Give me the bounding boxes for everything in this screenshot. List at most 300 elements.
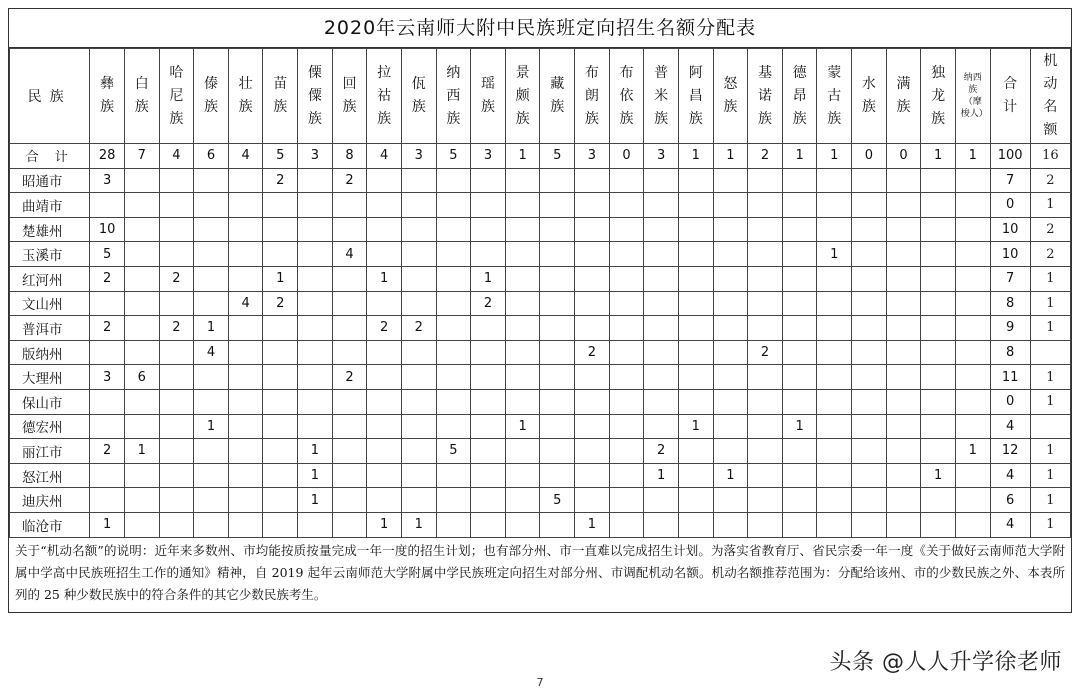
table-cell (817, 340, 852, 365)
table-cell: 1 (194, 414, 229, 439)
table-cell (678, 316, 713, 341)
table-cell (713, 266, 748, 291)
table-cell (575, 316, 610, 341)
table-cell (886, 316, 921, 341)
table-cell (921, 217, 956, 242)
table-cell: 1 (1030, 512, 1070, 537)
table-cell (609, 439, 644, 464)
table-cell (609, 463, 644, 488)
table-cell: 4 (367, 144, 402, 169)
table-cell: 2 (332, 168, 367, 193)
table-cell: 2 (1030, 242, 1070, 267)
region-cell: 迪庆州 (10, 488, 90, 513)
table-cell: 1 (817, 144, 852, 169)
table-cell (505, 488, 540, 513)
table-cell (886, 291, 921, 316)
table-cell (194, 217, 229, 242)
table-cell (540, 512, 575, 537)
region-cell: 怒江州 (10, 463, 90, 488)
column-header (194, 49, 229, 144)
table-cell (471, 193, 506, 218)
region-cell: 曲靖市 (10, 193, 90, 218)
table-cell (436, 389, 471, 414)
table-cell (575, 266, 610, 291)
table-cell (194, 488, 229, 513)
table-cell (713, 439, 748, 464)
table-cell: 1 (401, 512, 436, 537)
column-header (852, 49, 887, 144)
column-header-label: 蒙古族 (827, 64, 842, 127)
table-cell: 2 (263, 168, 298, 193)
table-cell (713, 414, 748, 439)
column-header (644, 49, 679, 144)
table-cell (124, 266, 159, 291)
table-cell: 2 (90, 316, 125, 341)
table-cell (575, 365, 610, 390)
table-cell (228, 488, 263, 513)
table-cell (263, 414, 298, 439)
table-cell (955, 266, 990, 291)
table-cell: 2 (263, 291, 298, 316)
table-cell: 6 (124, 365, 159, 390)
table-cell (540, 291, 575, 316)
column-header-label: 基诺族 (757, 64, 772, 127)
table-cell (90, 291, 125, 316)
table-cell (471, 463, 506, 488)
table-cell (852, 217, 887, 242)
column-header (1030, 49, 1070, 144)
table-cell (852, 439, 887, 464)
table-cell (748, 488, 783, 513)
table-cell (228, 414, 263, 439)
table-cell (471, 168, 506, 193)
table-row (10, 488, 1071, 513)
table-cell: 1 (298, 463, 333, 488)
table-row (10, 242, 1071, 267)
table-cell: 1 (817, 242, 852, 267)
table-cell (194, 291, 229, 316)
table-cell (471, 488, 506, 513)
table-row (10, 168, 1071, 193)
table-cell: 28 (90, 144, 125, 169)
table-cell (228, 168, 263, 193)
table-cell: 12 (990, 439, 1030, 464)
table-cell: 0 (886, 144, 921, 169)
table-cell: 2 (159, 316, 194, 341)
table-cell: 10 (90, 217, 125, 242)
table-cell (159, 463, 194, 488)
table-cell (401, 488, 436, 513)
table-cell (921, 414, 956, 439)
table-cell (263, 512, 298, 537)
table-cell (159, 193, 194, 218)
column-header (678, 49, 713, 144)
table-cell (124, 389, 159, 414)
table-cell (194, 242, 229, 267)
table-cell (401, 463, 436, 488)
table-cell: 2 (1030, 217, 1070, 242)
table-header-row (10, 49, 1071, 144)
table-cell: 2 (575, 340, 610, 365)
table-cell: 1 (298, 439, 333, 464)
table-cell (298, 242, 333, 267)
table-cell: 5 (90, 242, 125, 267)
table-cell: 1 (955, 439, 990, 464)
table-cell (886, 340, 921, 365)
table-cell (713, 488, 748, 513)
table-cell: 1 (1030, 266, 1070, 291)
table-cell (540, 389, 575, 414)
table-cell (955, 193, 990, 218)
table-row (10, 316, 1071, 341)
table-cell (367, 488, 402, 513)
table-row (10, 389, 1071, 414)
table-cell (609, 168, 644, 193)
table-cell: 3 (471, 144, 506, 169)
table-cell (852, 512, 887, 537)
table-cell (401, 168, 436, 193)
table-cell (298, 193, 333, 218)
table-cell (886, 389, 921, 414)
table-cell (921, 242, 956, 267)
table-cell: 4 (228, 144, 263, 169)
table-cell (228, 389, 263, 414)
table-cell (921, 512, 956, 537)
table-cell (817, 168, 852, 193)
table-cell (748, 414, 783, 439)
table-cell: 1 (1030, 463, 1070, 488)
table-cell (471, 439, 506, 464)
table-cell (471, 242, 506, 267)
table-cell (540, 316, 575, 341)
table-cell (955, 217, 990, 242)
table-cell (194, 193, 229, 218)
column-header-label: 合计 (1003, 76, 1018, 115)
table-cell: 8 (990, 291, 1030, 316)
table-cell: 1 (713, 463, 748, 488)
allocation-table-frame (8, 8, 1072, 613)
table-cell (367, 340, 402, 365)
table-cell: 1 (955, 144, 990, 169)
table-cell (540, 168, 575, 193)
table-cell (263, 389, 298, 414)
allocation-table (9, 48, 1071, 538)
column-header-label: 独龙族 (931, 64, 946, 127)
table-cell (505, 242, 540, 267)
table-cell (852, 168, 887, 193)
table-cell (852, 291, 887, 316)
table-cell (332, 389, 367, 414)
table-cell: 1 (575, 512, 610, 537)
table-cell (436, 193, 471, 218)
table-cell (886, 193, 921, 218)
table-cell (505, 389, 540, 414)
table-cell: 2 (471, 291, 506, 316)
table-cell: 2 (748, 340, 783, 365)
table-cell (436, 168, 471, 193)
region-cell: 楚雄州 (10, 217, 90, 242)
table-cell (367, 365, 402, 390)
table-cell (298, 168, 333, 193)
column-header (471, 49, 506, 144)
page-title: 2020年云南师大附中民族班定向招生名额分配表 (9, 9, 1071, 48)
table-row (10, 291, 1071, 316)
table-cell: 4 (228, 291, 263, 316)
table-cell (124, 316, 159, 341)
table-cell (263, 217, 298, 242)
table-cell (852, 316, 887, 341)
table-cell (678, 365, 713, 390)
table-cell (955, 316, 990, 341)
table-cell (575, 463, 610, 488)
table-cell: 5 (436, 439, 471, 464)
table-cell (505, 193, 540, 218)
table-cell (540, 266, 575, 291)
table-cell (955, 242, 990, 267)
table-cell (401, 414, 436, 439)
table-cell (575, 488, 610, 513)
table-cell (159, 488, 194, 513)
table-cell (955, 414, 990, 439)
table-cell (436, 316, 471, 341)
table-cell (921, 193, 956, 218)
table-cell (644, 365, 679, 390)
table-cell (298, 340, 333, 365)
table-cell (852, 266, 887, 291)
table-cell (505, 266, 540, 291)
column-header-label: 瑶族 (480, 76, 495, 115)
column-header-label: 布朗族 (584, 64, 599, 127)
table-cell (955, 512, 990, 537)
table-cell (124, 193, 159, 218)
column-header (263, 49, 298, 144)
region-cell: 红河州 (10, 266, 90, 291)
table-row (10, 266, 1071, 291)
table-cell (436, 340, 471, 365)
table-cell (228, 463, 263, 488)
table-cell: 1 (921, 144, 956, 169)
table-cell (332, 439, 367, 464)
table-cell (609, 340, 644, 365)
table-cell (678, 389, 713, 414)
table-cell: 2 (1030, 168, 1070, 193)
watermark: 头条 @人人升学徐老师 (829, 650, 1062, 675)
table-cell (713, 217, 748, 242)
column-header (367, 49, 402, 144)
table-row (10, 463, 1071, 488)
table-cell (505, 365, 540, 390)
table-cell: 1 (1030, 439, 1070, 464)
column-header-label: 怒族 (723, 76, 738, 115)
column-header (401, 49, 436, 144)
table-cell (194, 512, 229, 537)
table-cell (748, 439, 783, 464)
column-header (782, 49, 817, 144)
table-cell (921, 340, 956, 365)
table-cell (921, 389, 956, 414)
table-body (10, 144, 1071, 538)
table-cell: 5 (540, 144, 575, 169)
table-cell: 3 (90, 365, 125, 390)
table-cell (644, 488, 679, 513)
table-cell (471, 217, 506, 242)
column-header-label: 傈僳族 (307, 64, 322, 127)
table-cell (644, 242, 679, 267)
table-cell (194, 168, 229, 193)
column-header-label: 壮族 (238, 76, 253, 115)
table-cell (886, 242, 921, 267)
table-cell (471, 340, 506, 365)
table-cell (886, 266, 921, 291)
table-cell (367, 463, 402, 488)
column-header (540, 49, 575, 144)
table-cell: 2 (644, 439, 679, 464)
table-cell (886, 463, 921, 488)
table-cell: 4 (990, 512, 1030, 537)
table-cell: 1 (678, 144, 713, 169)
region-cell: 丽江市 (10, 439, 90, 464)
table-cell (124, 463, 159, 488)
table-cell (332, 463, 367, 488)
table-cell (228, 512, 263, 537)
table-cell (575, 291, 610, 316)
table-cell (159, 242, 194, 267)
table-cell: 0 (990, 193, 1030, 218)
column-header (609, 49, 644, 144)
table-cell (644, 217, 679, 242)
table-cell (782, 217, 817, 242)
table-cell (748, 217, 783, 242)
column-header-label: 水族 (861, 76, 876, 115)
region-cell: 临沧市 (10, 512, 90, 537)
table-cell (852, 488, 887, 513)
table-cell: 4 (990, 414, 1030, 439)
table-cell (401, 365, 436, 390)
table-cell (713, 340, 748, 365)
corner-label: 民族 (27, 89, 72, 105)
column-header-label: 白族 (134, 76, 149, 115)
table-cell (228, 217, 263, 242)
table-cell (540, 340, 575, 365)
column-header (90, 49, 125, 144)
table-cell: 1 (471, 266, 506, 291)
table-cell (817, 389, 852, 414)
table-cell (159, 291, 194, 316)
page-number: 7 (536, 676, 544, 689)
table-cell: 1 (1030, 389, 1070, 414)
table-cell (298, 389, 333, 414)
table-cell (194, 439, 229, 464)
table-cell (782, 168, 817, 193)
table-cell (886, 217, 921, 242)
table-cell (886, 512, 921, 537)
table-cell (921, 488, 956, 513)
table-cell (194, 463, 229, 488)
table-cell (748, 512, 783, 537)
table-cell (852, 389, 887, 414)
total-row (10, 144, 1071, 169)
table-cell (367, 217, 402, 242)
table-cell (332, 414, 367, 439)
column-header-label: 纳西族 (446, 64, 461, 127)
table-cell: 2 (748, 144, 783, 169)
table-cell (609, 389, 644, 414)
table-cell (159, 512, 194, 537)
table-cell (367, 291, 402, 316)
table-cell (124, 512, 159, 537)
column-header-label: 傣族 (203, 76, 218, 115)
table-cell (713, 365, 748, 390)
table-cell (782, 512, 817, 537)
table-cell (124, 242, 159, 267)
table-cell (332, 340, 367, 365)
table-cell: 2 (159, 266, 194, 291)
table-cell (955, 291, 990, 316)
table-cell (782, 439, 817, 464)
table-cell (748, 168, 783, 193)
table-cell (124, 217, 159, 242)
region-cell: 合 计 (10, 144, 90, 169)
column-header (748, 49, 783, 144)
table-cell (436, 291, 471, 316)
table-cell (263, 193, 298, 218)
table-cell (401, 217, 436, 242)
table-cell (644, 414, 679, 439)
table-cell (609, 365, 644, 390)
table-cell (852, 365, 887, 390)
table-cell: 2 (90, 439, 125, 464)
table-cell (678, 217, 713, 242)
table-cell (436, 488, 471, 513)
table-cell (194, 365, 229, 390)
table-cell (713, 389, 748, 414)
table-cell (436, 512, 471, 537)
table-cell (367, 414, 402, 439)
table-cell (852, 414, 887, 439)
table-cell (332, 193, 367, 218)
table-cell (817, 193, 852, 218)
column-header-label: 阿昌族 (688, 64, 703, 127)
table-cell (678, 488, 713, 513)
table-cell (124, 414, 159, 439)
table-cell (782, 266, 817, 291)
table-cell (263, 365, 298, 390)
column-header-label: 回族 (342, 76, 357, 115)
table-cell (921, 291, 956, 316)
table-cell (263, 488, 298, 513)
table-cell (332, 291, 367, 316)
table-cell (921, 439, 956, 464)
table-cell: 1 (678, 414, 713, 439)
table-cell: 11 (990, 365, 1030, 390)
table-cell (852, 340, 887, 365)
table-cell (332, 217, 367, 242)
table-cell: 0 (852, 144, 887, 169)
table-cell (748, 365, 783, 390)
table-cell (540, 414, 575, 439)
table-cell (782, 365, 817, 390)
table-cell (1030, 340, 1070, 365)
table-cell (159, 168, 194, 193)
table-cell: 5 (263, 144, 298, 169)
table-cell: 10 (990, 217, 1030, 242)
table-cell (644, 389, 679, 414)
column-header-label: 苗族 (273, 76, 288, 115)
table-cell (678, 439, 713, 464)
table-cell (505, 217, 540, 242)
table-cell: 8 (990, 340, 1030, 365)
table-cell: 3 (644, 144, 679, 169)
